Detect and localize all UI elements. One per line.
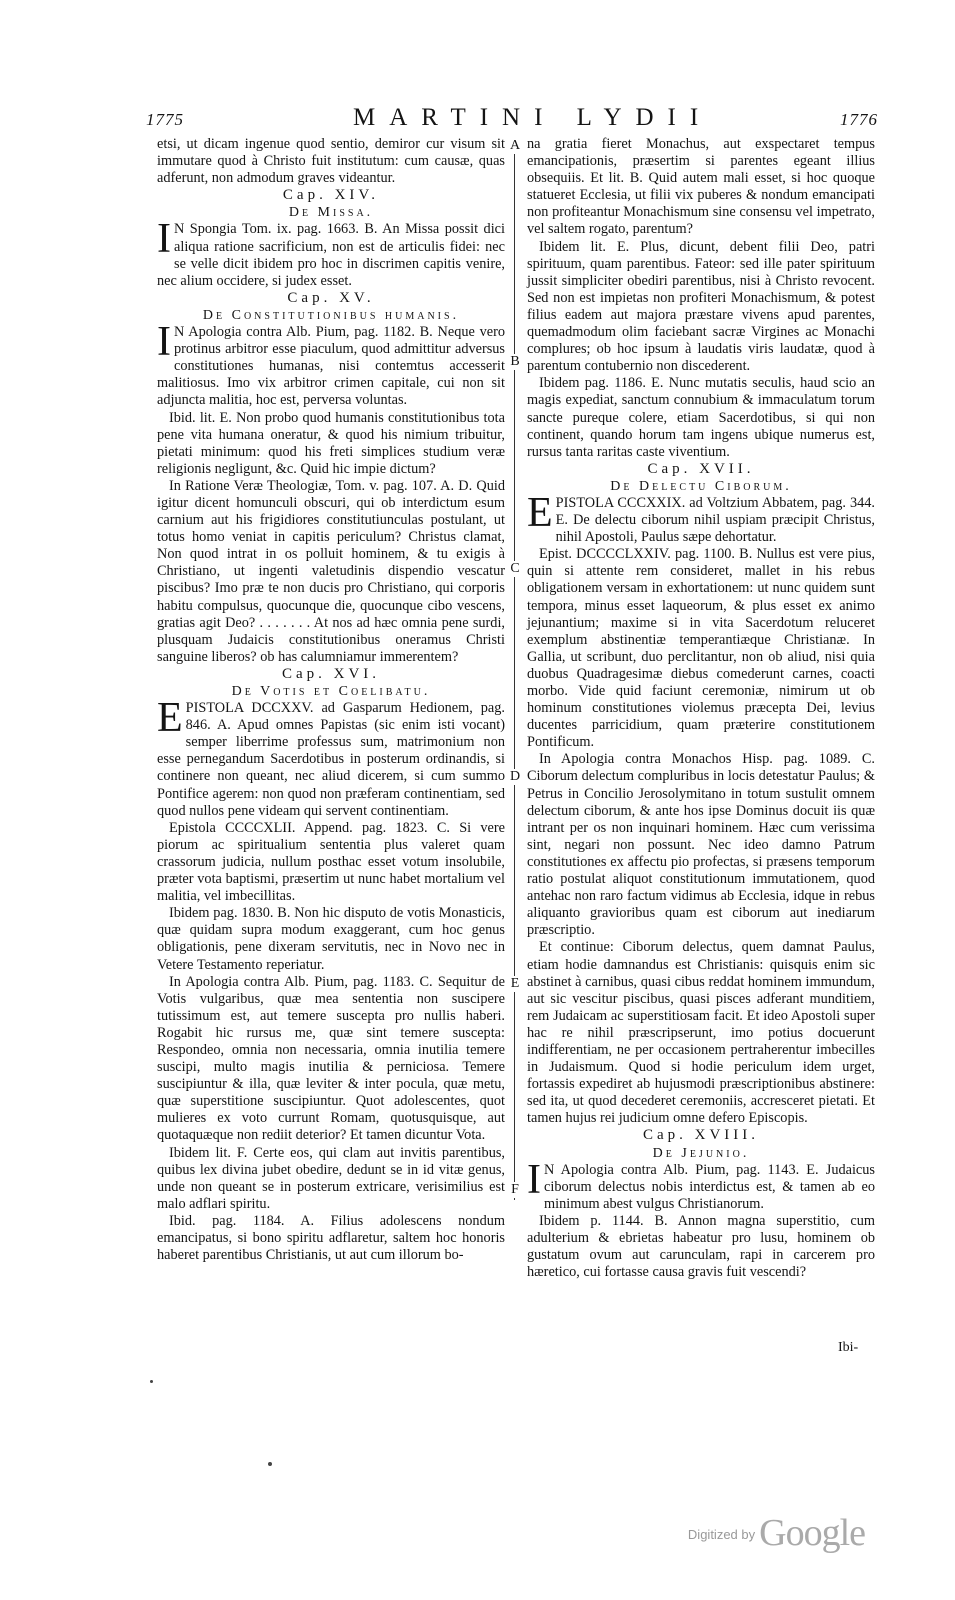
paragraph: na gratia fieret Monachus, aut exspectaret tempus emancipationis, præsertim si parentes egeant illius obsequiis. Et lit. B. Quid autem mali esset, si hoc quoque statueret Ecclesia, ut filii vix puberes & nondum emancipati non profiteantur Monachismum sine consensu vel impetrato, vel saltem rogato, parentum? <box>527 136 875 238</box>
margin-letter-f: F <box>509 1182 521 1198</box>
drop-cap: I <box>157 319 171 366</box>
paragraph: Ibidem lit. E. Plus, dicunt, debent filii Deo, patri spirituum, quam parentibus. Fateor: sed ille pater spirituum jussit simpliciter obediri parentibus, nisi à Christo revocent. Sed non est impietas non profiteri Monachismum, & potest filius eadem aut majora præstare vivens apud parentes, quemadmodum olim faciebant sacræ Virgines ac Monachi complures; ob hoc ipsum à laudatis viris laudatæ, quod à parentum contubernio non discederent. <box>527 238 875 375</box>
margin-letter-a: A <box>509 138 521 153</box>
paragraph: I N Apologia contra Alb. Pium, pag. 1143. E. Judaicus ciborum delectus nobis interdictus est, & tamen ab eo minimum abest vulgus Christianorum. <box>527 1156 875 1212</box>
margin-letter-e: E <box>510 976 520 991</box>
ink-speck <box>268 1462 272 1466</box>
drop-cap: I <box>157 216 171 263</box>
drop-cap: E <box>157 695 183 742</box>
paragraph: Ibidem pag. 1830. B. Non hic disputo de votis Monasticis, quæ quidam supra modum exaggerant, cum hoc genus obligationis, pene dixeram servitutis, nec in Novo nec in Vetere Testamento reperiatur. <box>157 905 505 973</box>
catchword: Ibi- <box>838 1340 859 1355</box>
paragraph: In Apologia contra Alb. Pium, pag. 1183. C. Sequitur de Votis vulgaribus, quæ mea sententia non suscipere tutissimum est, aut temere suscepta pro nullis haberi. Rogabit hic rursus me, quæ sint temere suscepta: Respondeo, omnia non necessaria, omnia inutilia temere suscipi, multo magis inutilia & perniciosa. Temere suscipiuntur & illa, quæ leviter & inter pocula, quæ metu, quæ superstitione suscipiuntur. Quot adolescentes, quot mulieres ex voto currunt Romam, quotusquisque, aut quotaquæque non rediit deterior? Et tamen dicuntur Vota. <box>157 973 505 1144</box>
page-number-right: 1776 <box>840 110 878 129</box>
paragraph: EPISTOLA DCCXXV. ad Gasparum Hedionem, pag. 846. A. Apud omnes Papistas (sic enim isti vocant) semper liberrime professus sum, matrimonium non esse pernegandum Sacerdotibus in posterum ordinandis, si continere non queant, nec aliud dicerem, si cum summo Pontifice agerem: non quod non præferam continentiam, sed quod nullos pene videam qui servent continentiam. <box>157 695 505 819</box>
paragraph: Epistola CCCCXLII. Append. pag. 1823. C. Si vere piorum ac spiritualium sententia plus valeret quam crassorum judicia, nullum posthac esset votum insolubile, præter vota baptismi, præsertim ut nunc habet mortalium vel malitia, vel imbecillitas. <box>157 819 505 905</box>
paragraph: Ibidem lit. F. Certe eos, qui clam aut invitis parentibus, quibus lex divina jubet obedire, dedunt se in id vitæ genus, unde non queant se in posterum extricare, verisimilius est malo adflari spiritu. <box>157 1144 505 1212</box>
drop-cap: I <box>527 1156 541 1203</box>
paragraph: Ibid. lit. E. Non probo quod humanis constitutionibus tota pene vita humana oneratur, & quod his nimium tribuitur, pietati minimum: quod his freti simplices studium veræ religionis negligunt, &c. Quid hic impie dictum? <box>157 409 505 477</box>
left-column <box>157 136 505 1264</box>
ink-speck <box>150 1380 153 1383</box>
paragraph: Ibidem pag. 1186. E. Nunc mutatis seculis, haud scio an magis expediat, sanctum connubium & immaculatum torum sancte pureque colere, etiam Sacerdotibus, si qui non continent, quando horum tam ingens ubique numerus est, rursus tanta raritas caste viventium. <box>527 375 875 460</box>
page-number-left: 1775 <box>146 110 184 129</box>
google-logo: Google <box>759 1512 865 1554</box>
paragraph: EPISTOLA CCCXXIX. ad Voltzium Abbatem, pag. 344. E. De delectu ciborum nihil uspiam præcipit Christus, nihil Apostoli, Paulus sæpe dehortatur. <box>527 489 875 546</box>
chapter-heading: Cap. XIV. <box>282 187 380 204</box>
paragraph: Ibid. pag. 1184. A. Filius adolescens nondum emancipatus, si bono spiritu adflaretur, saltem hoc honoris haberet parentibus Christianis, ut aut cum illorum bo- <box>157 1212 505 1264</box>
paragraph: Et continue: Ciborum delectus, quem damnat Paulus, etiam hodie damnandus est Christianis: quisquis enim sic abstinet à carnibus, quasi cibus reddat hominem immundum, aut sic vescitur piscibus, quasi pisces adferant munditiem, rem Judaicam ac superstitiosam facit. Et ideo Apostoli super hac re nihil præscripserunt, imo potius docuerunt indifferentiam, ne per occasionem pertraherentur imbecilles in Judaismum. Quod si hodie periculum idem urget, fortassis expediret ab hujusmodi præscriptionibus abstinere: sed ita, ut quod decederet ceremoniis, accresceret pietati. Et tamen hujus rei judicium omne defero Episcopis. <box>527 939 875 1127</box>
chapter-subtitle: De Votis et Coelibatu. <box>231 684 431 699</box>
paragraph: etsi, ut dicam ingenue quod sentio, demiror cur visum sit immutare quod à Christo fuit institutum: cum causæ, quas adferunt, non admodum graves videantur. <box>157 136 505 187</box>
chapter-heading: Cap. XVIII. <box>642 1127 760 1144</box>
chapter-subtitle: De Missa. <box>288 205 374 221</box>
paragraph: In Ratione Veræ Theologiæ, Tom. v. pag. 107. A. D. Quid igitur dicent homunculi obscuri, qui ob interdictum esum carnium aut his frigidiores constitutiunculas postulant, ut totus homo veniat in capitis periculum? Christus clamat, Non quod intrat in os polluit hominem, & tu exigis à Christiano, ut ingenti valetudinis dispendio vescatur piscibus? Imo præ te non ducis pro Christiano, qui corporis habitu compulsus, quocunque die, quocunque cibo vescens, gratias agit Deo? . . . . . . . At nos ad hæc omnia pene surdi, plusquam Judaicis constitutionibus oneramus Christi sanguine liberos? ob has calumniamur immerentem? <box>157 477 505 665</box>
digitized-watermark <box>688 1511 865 1555</box>
chapter-heading: Cap. XVI. <box>281 665 381 682</box>
chapter-subtitle: De Delectu Ciborum. <box>610 478 792 494</box>
paragraph: I N Apologia contra Alb. Pium, pag. 1182. B. Neque vero protinus arbitror esse piaculum, quod admittitur adversus constitutiones humanas, nisi contemtus accesserit malitiosus. Imo vix arbitror crimen capitale, cui non sit adjuncta malitia, hoc est, perversa voluntas. <box>157 319 505 409</box>
chapter-heading: Cap. XV. <box>287 289 375 306</box>
paragraph: Ibidem p. 1144. B. Annon magna superstitio, cum adulterium & ebrietas habeatur pro lusu, hominem ob gustatum ovum aut carunculam, rapi in carcerem pro hæretico, cui fortasse causa gravis fuit vescendi? <box>527 1212 875 1281</box>
paragraph: Epist. DCCCCLXXIV. pag. 1100. B. Nullus est vere pius, quin si attente rem consideret, mallet in his rebus obligationem versam in exhortationem: ut nunc quidem sunt tempora, minus esset laqueorum, & plus esset ex animo jejunantium; maxime si in vita Sacerdotum reluceret exemplum abstinentiæ temperantiæque Christianæ. In Gallia, ut scribunt, duo perclitantur, non ob aliud, nisi quia duobus Quadragesimæ diebus comederunt carnes, coacti morbo. Vide quid faciunt ceremoniæ, nimirum ut ob hominum constitutiones violemus præcepta Dei, levius ducentes parricidium, quam præterire constitutionem Pontificum. <box>527 546 875 751</box>
margin-letter-c: C <box>510 561 520 576</box>
margin-letter-d: D <box>509 769 521 784</box>
page-header <box>138 104 878 132</box>
chapter-heading: Cap. XVII. <box>647 460 755 477</box>
paragraph: In Apologia contra Monachos Hisp. pag. 1089. C. Ciborum delectum compluribus in locis detestatur Paulus; & Petrus in Concilio Jerosolymitano in totum sustulit omnem delectum ciborum, & ante hos ipse Dominus docuit iis quæ intrant per os non inquinari hominem. Hæc cum verissima sint, negari non possunt. Nec ideo damno Patrum constitutiones ex affectu pio profectas, si præsens temporum ratio postulat aliquot constitutionum immutationem, quod antehac non raro factum vidimus ab Ecclesia, idque in rebus aliquanto gravioribus quam est ciborum aut inediarum præscriptio. <box>527 751 875 939</box>
paragraph: I N Spongia Tom. ix. pag. 1663. B. An Missa possit dici aliqua ratione sacrificium, non est de articulis fidei: nec se velle dicit ibidem pro hoc in discrimen capitis venire, nec alium occidere, si judex esset. <box>157 216 505 289</box>
drop-cap: E <box>527 489 553 536</box>
column-rule <box>514 138 515 1200</box>
watermark-prefix: Digitized by <box>687 1527 756 1542</box>
chapter-subtitle: De Constitutionibus humanis. <box>202 307 460 323</box>
right-column <box>527 136 875 1281</box>
margin-letter-b: B <box>510 354 520 369</box>
running-head: MARTINI LYDII <box>353 104 713 131</box>
chapter-subtitle: De Jejunio. <box>652 1145 750 1161</box>
